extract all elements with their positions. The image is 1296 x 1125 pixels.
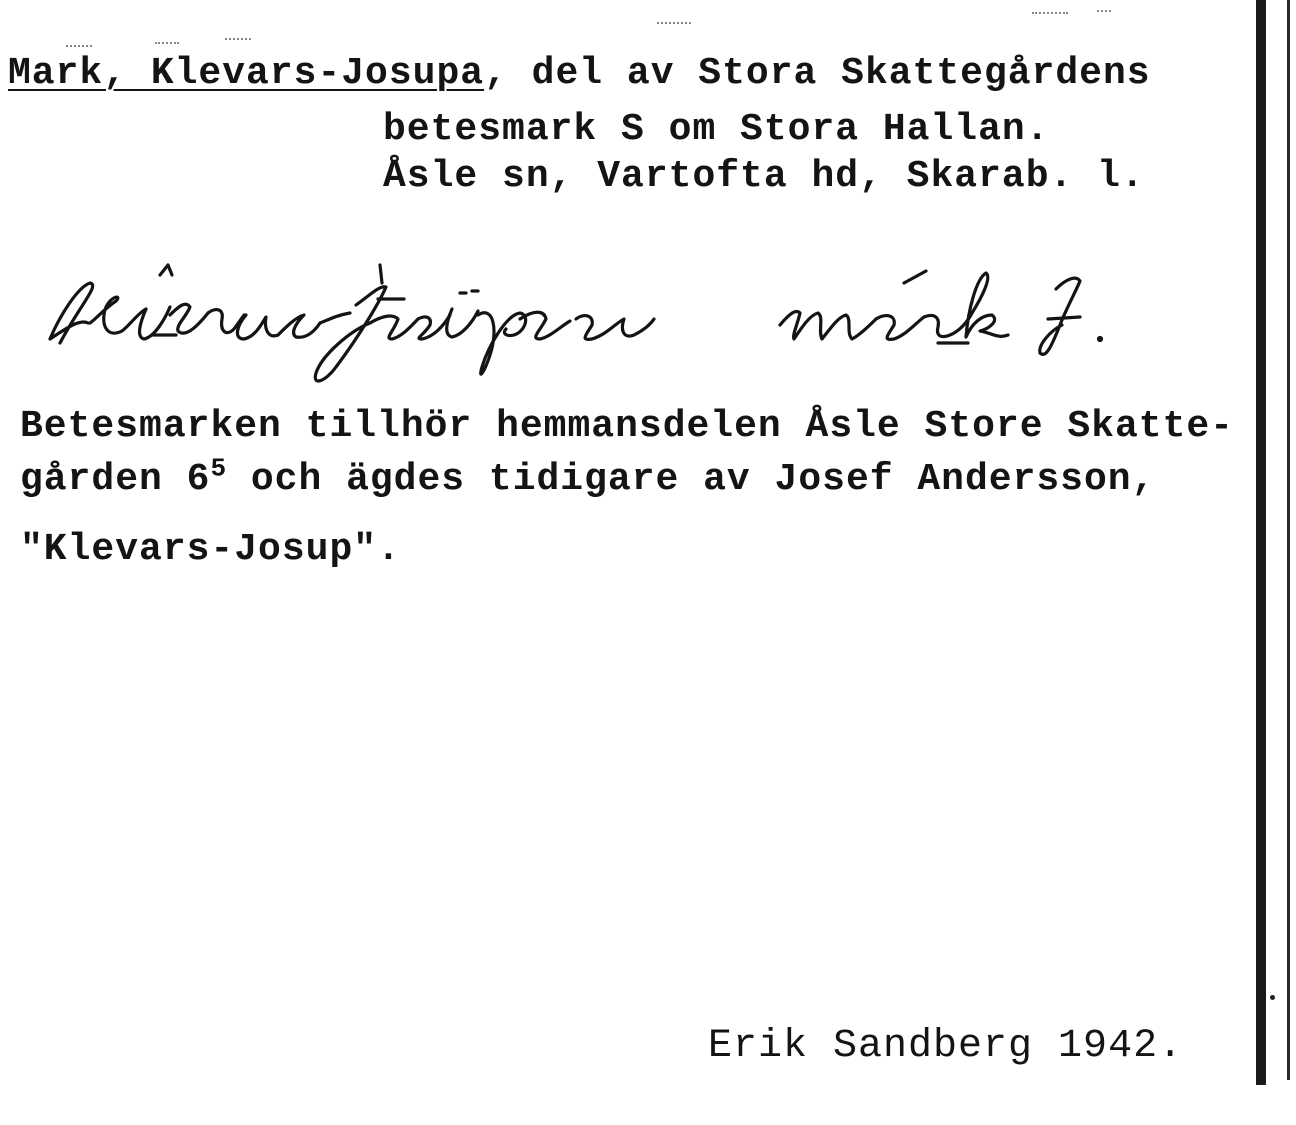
- scan-speckle-top-3: [225, 38, 251, 42]
- body-text-line-2-end: och ägdes tidigare av Josef Andersson,: [227, 458, 1156, 501]
- card-heading-line-3: Åsle sn, Vartofta hd, Skarab. l.: [383, 155, 1145, 198]
- card-right-edge-shadow: [1256, 0, 1266, 1085]
- place-name-title: Mark, Klevars-Josupa: [8, 52, 485, 95]
- scan-speck: [1270, 995, 1275, 1000]
- body-text-line-2: [20, 453, 1156, 502]
- body-superscript-number: 5: [210, 453, 228, 484]
- card-heading-line-2: betesmark S om Stora Hallan.: [383, 108, 1050, 151]
- handwritten-pronunciation-drawing: [20, 235, 1200, 395]
- place-description-start: , del av Stora Skattegårdens: [484, 52, 1151, 95]
- handwritten-pronunciation: [20, 235, 1200, 400]
- author-signature-line: Erik Sandberg 1942.: [708, 1024, 1184, 1069]
- body-text-line-2-start: gården 6: [20, 458, 211, 501]
- scan-speckle-top-4: [657, 22, 691, 26]
- card-heading-line-1: [8, 52, 1151, 96]
- scan-speckle-top-1: [66, 45, 92, 49]
- scan-speckle-top-5: [1032, 12, 1068, 16]
- card-right-edge-line: [1287, 0, 1290, 1080]
- body-text-line-1: Betesmarken tillhör hemmansdelen Åsle Store Skatte-: [20, 405, 1234, 448]
- scan-speckle-top-6: [1097, 10, 1111, 14]
- scan-speckle-top-2: [155, 42, 179, 46]
- body-text-line-3: "Klevars-Josup".: [20, 528, 401, 571]
